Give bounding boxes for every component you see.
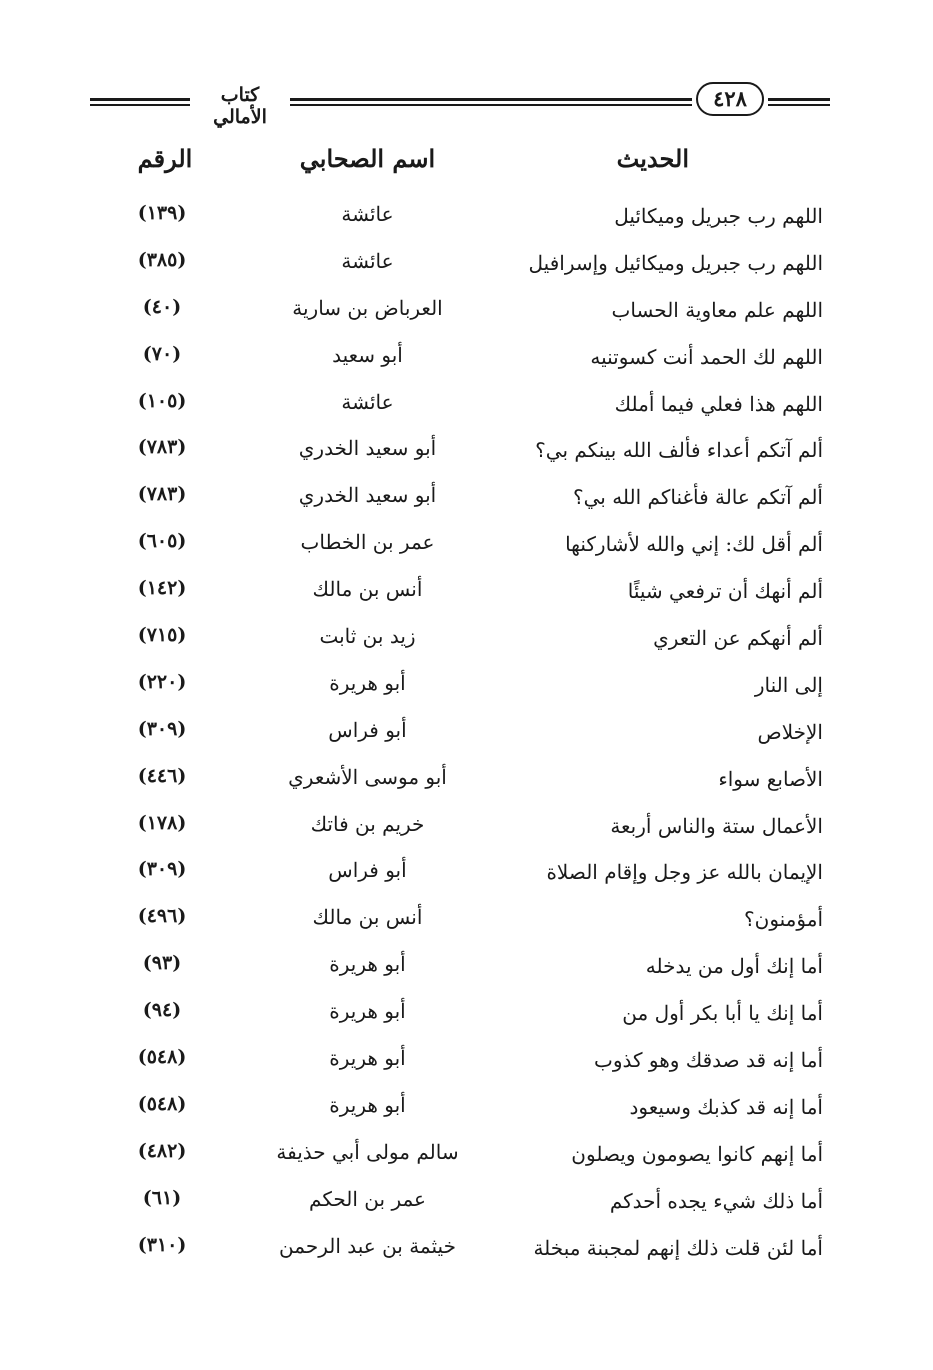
hadith-number: (٤٠) [142, 295, 182, 318]
hadith-number: (٣١٠) [137, 1233, 187, 1256]
sahabi-name: أبو هريرة [329, 999, 406, 1024]
sahabi-name: أبو سعيد [332, 342, 403, 367]
hadith-number: (٧٨٣) [137, 436, 187, 459]
table-row [0, 477, 933, 524]
sahabi-name: عائشة [341, 248, 394, 273]
column-header-sahabi: اسم الصحابي [299, 144, 436, 173]
hadith-text: أمؤمنون؟ [744, 907, 823, 932]
table-row [0, 759, 933, 806]
hadith-number: (٩٣) [142, 952, 182, 975]
table-row [0, 946, 933, 993]
hadith-number: (٦٠٥) [137, 530, 187, 553]
hadith-text: أما إنه قد كذبك وسيعود [629, 1094, 823, 1119]
table-row [0, 993, 933, 1040]
sahabi-name: أبو هريرة [329, 952, 406, 977]
table-row [0, 665, 933, 712]
table-row [0, 290, 933, 337]
sahabi-name: خريم بن فاتك [310, 811, 425, 836]
table-row [0, 852, 933, 899]
sahabi-name: زيد بن ثابت [319, 624, 416, 649]
sahabi-name: عائشة [341, 202, 394, 226]
hadith-number: (٤٨٢) [137, 1139, 187, 1162]
table-row [0, 1228, 933, 1275]
table-row [0, 618, 933, 665]
hadith-text: الأعمال ستة والناس أربعة [610, 813, 823, 838]
hadith-number: (٣٠٩) [137, 858, 187, 881]
table-row [0, 196, 933, 243]
hadith-number: (٣٠٩) [137, 717, 187, 740]
hadith-number: (١٤٢) [137, 577, 187, 600]
table-row [0, 430, 933, 477]
sahabi-name: أبو هريرة [329, 1046, 406, 1071]
hadith-text: اللهم رب جبريل وميكائيل وإسرافيل [528, 250, 823, 275]
table-row [0, 524, 933, 571]
header-rule-right [768, 98, 830, 106]
hadith-text: إلى النار [754, 672, 823, 697]
table-row [0, 384, 933, 431]
hadith-text: اللهم هذا فعلي فيما أملك [614, 391, 823, 416]
table-row [0, 1087, 933, 1134]
hadith-number: (٢٢٠) [137, 670, 187, 693]
sahabi-name: أبو سعيد الخدري [298, 483, 437, 508]
hadith-text: أما ذلك شيء يجده أحدكم [609, 1188, 823, 1213]
column-header-number: الرقم [137, 144, 193, 173]
hadith-text: ألم أنهك أن ترفعي شيئًا [627, 579, 823, 604]
column-header-hadith: الحديث [616, 144, 689, 173]
hadith-text: الأصابع سواء [718, 766, 823, 791]
sahabi-name: سالم مولى أبي حذيفة [276, 1139, 459, 1164]
hadith-number: (٣٨٥) [137, 248, 187, 271]
table-header [0, 140, 933, 184]
sahabi-name: أبو فراس [328, 858, 407, 883]
table-row [0, 899, 933, 946]
sahabi-name: أبو فراس [328, 717, 407, 742]
page-number: ٤٢٨ [696, 82, 764, 116]
running-header [90, 80, 830, 128]
sahabi-name: عائشة [341, 389, 394, 414]
hadith-text: ألم أقل لك: إني والله لأشاركنها [565, 532, 823, 557]
hadith-text: الإيمان بالله عز وجل وإقام الصلاة [546, 860, 823, 885]
sahabi-name: عمر بن الحكم [309, 1186, 426, 1211]
hadith-number: (١٣٩) [137, 202, 187, 224]
hadith-number: (٧١٥) [137, 624, 187, 647]
table-row [0, 712, 933, 759]
sahabi-name: أبو هريرة [329, 1092, 406, 1117]
sahabi-name: أنس بن مالك [312, 577, 423, 602]
hadith-text: أما إنك يا أبا بكر أول من [622, 1001, 823, 1026]
hadith-text: اللهم رب جبريل وميكائيل [614, 204, 823, 228]
hadith-text: أما إنهم كانوا يصومون ويصلون [571, 1141, 823, 1166]
sahabi-name: أبو سعيد الخدري [298, 436, 437, 461]
sahabi-name: عمر بن الخطاب [300, 530, 435, 555]
hadith-text: ألم آتكم عالة فأغناكم الله بي؟ [573, 485, 823, 510]
hadith-text: ألم آتكم أعداء فألف الله بينكم بي؟ [535, 438, 823, 463]
index-table [0, 196, 933, 1274]
hadith-number: (٧٠) [142, 342, 182, 365]
hadith-text: أما لئن قلت ذلك إنهم لمجبنة مبخلة [533, 1235, 823, 1260]
table-row [0, 337, 933, 384]
hadith-number: (١٠٥) [137, 389, 187, 412]
hadith-number: (٤٩٦) [137, 905, 187, 928]
table-row [0, 1134, 933, 1181]
hadith-number: (٦١) [142, 1186, 182, 1209]
table-row [0, 243, 933, 290]
hadith-number: (٤٤٦) [137, 764, 187, 787]
sahabi-name: أنس بن مالك [312, 905, 423, 930]
table-row [0, 806, 933, 853]
hadith-number: (٧٨٣) [137, 483, 187, 506]
hadith-text: اللهم لك الحمد أنت كسوتنيه [590, 344, 823, 369]
sahabi-name: خيثمة بن عبد الرحمن [279, 1233, 456, 1258]
book-title: كتاب الأمالي [213, 84, 267, 128]
hadith-number: (٥٤٨) [137, 1046, 187, 1069]
table-row [0, 1181, 933, 1228]
sahabi-name: أبو هريرة [329, 670, 406, 695]
hadith-text: أما إنه قد صدقك وهو كذوب [594, 1048, 823, 1073]
header-rule-middle [290, 98, 692, 106]
hadith-text: ألم أنهكم عن التعري [653, 626, 823, 651]
table-row [0, 1040, 933, 1087]
header-rule-left [90, 98, 190, 106]
hadith-number: (٥٤٨) [137, 1092, 187, 1115]
hadith-number: (٩٤) [142, 999, 182, 1022]
hadith-number: (١٧٨) [137, 811, 187, 834]
hadith-text: أما إنك أول من يدخله [645, 954, 823, 979]
table-row [0, 571, 933, 618]
sahabi-name: أبو موسى الأشعري [288, 764, 447, 789]
hadith-text: اللهم علم معاوية الحساب [611, 297, 823, 322]
sahabi-name: العرباض بن سارية [292, 295, 443, 320]
hadith-text: الإخلاص [757, 719, 823, 744]
